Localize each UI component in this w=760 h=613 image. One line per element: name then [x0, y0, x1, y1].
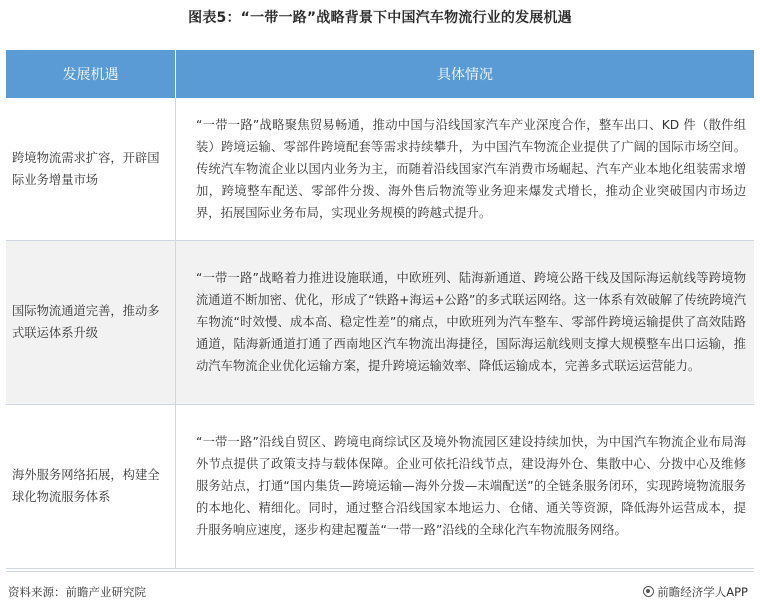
opportunity-table [6, 50, 754, 569]
row-opportunity: 国际物流通道完善，推动多式联运体系升级 [6, 240, 176, 404]
table-header-row [6, 50, 754, 98]
credit-note [643, 584, 748, 600]
row-details: “一带一路”战略聚焦贸易畅通，推动中国与沿线国家汽车产业深度合作，整车出口、KD 件（散件组装）跨境运输、零部件跨境配套等需求持续攀升，为中国汽车物流企业提供了广阔的国际市场空间。传统汽车物流企业以国内业务为主，而随着沿线国家汽车消费市场崛起、汽车产业本地化组装需求增加，跨境整车配送、零部件分拨、海外售后物流等业务迎来爆发式增长，推动企业突破国内市场边界，拓展国际业务布局，实现业务规模的跨越式提升。 [176, 98, 755, 240]
row-details: “一带一路”战略着力推进设施联通，中欧班列、陆海新通道、跨境公路干线及国际海运航线等跨境物流通道不断加密、优化，形成了“铁路+海运+公路”的多式联运网络。这一体系有效破解了传统跨境汽车物流“时效慢、成本高、稳定性差”的痛点，中欧班列为汽车整车、零部件跨境运输提供了高效陆路通道，陆海新通道打通了西南地区汽车物流出海捷径，国际海运航线则支撑大规模整车出口运输，推动汽车物流企业优化运输方案，提升跨境运输效率、降低运输成本，完善多式联运运营能力。 [176, 240, 755, 404]
footer-divider [6, 571, 754, 572]
table-row [6, 404, 754, 568]
credit-text: 前瞻经济学人APP [657, 585, 748, 599]
table-row [6, 98, 754, 240]
row-opportunity: 跨境物流需求扩容，开辟国际业务增量市场 [6, 98, 176, 240]
table-row [6, 240, 754, 404]
header-opportunity: 发展机遇 [6, 50, 176, 98]
row-details: “一带一路”沿线自贸区、跨境电商综试区及境外物流园区建设持续加快，为中国汽车物流企业布局海外节点提供了政策支持与载体保障。企业可依托沿线节点，建设海外仓、集散中心、分拨中心及维修服务站点，打通“国内集货—跨境运输—海外分拨—末端配送”的全链条服务闭环，实现跨境物流服务的本地化、精细化。同时，通过整合沿线国家本地运力、仓储、通关等资源，降低海外运营成本，提升服务响应速度，逐步构建起覆盖“一带一路”沿线的全球化汽车物流服务网络。 [176, 404, 755, 568]
source-note: 资料来源：前瞻产业研究院 [8, 585, 146, 599]
header-details: 具体情况 [176, 50, 755, 98]
page-title: 图表5：“一带一路”战略背景下中国汽车物流行业的发展机遇 [188, 10, 572, 26]
row-opportunity: 海外服务网络拓展，构建全球化物流服务体系 [6, 404, 176, 568]
qianzhan-logo-icon [643, 586, 654, 597]
